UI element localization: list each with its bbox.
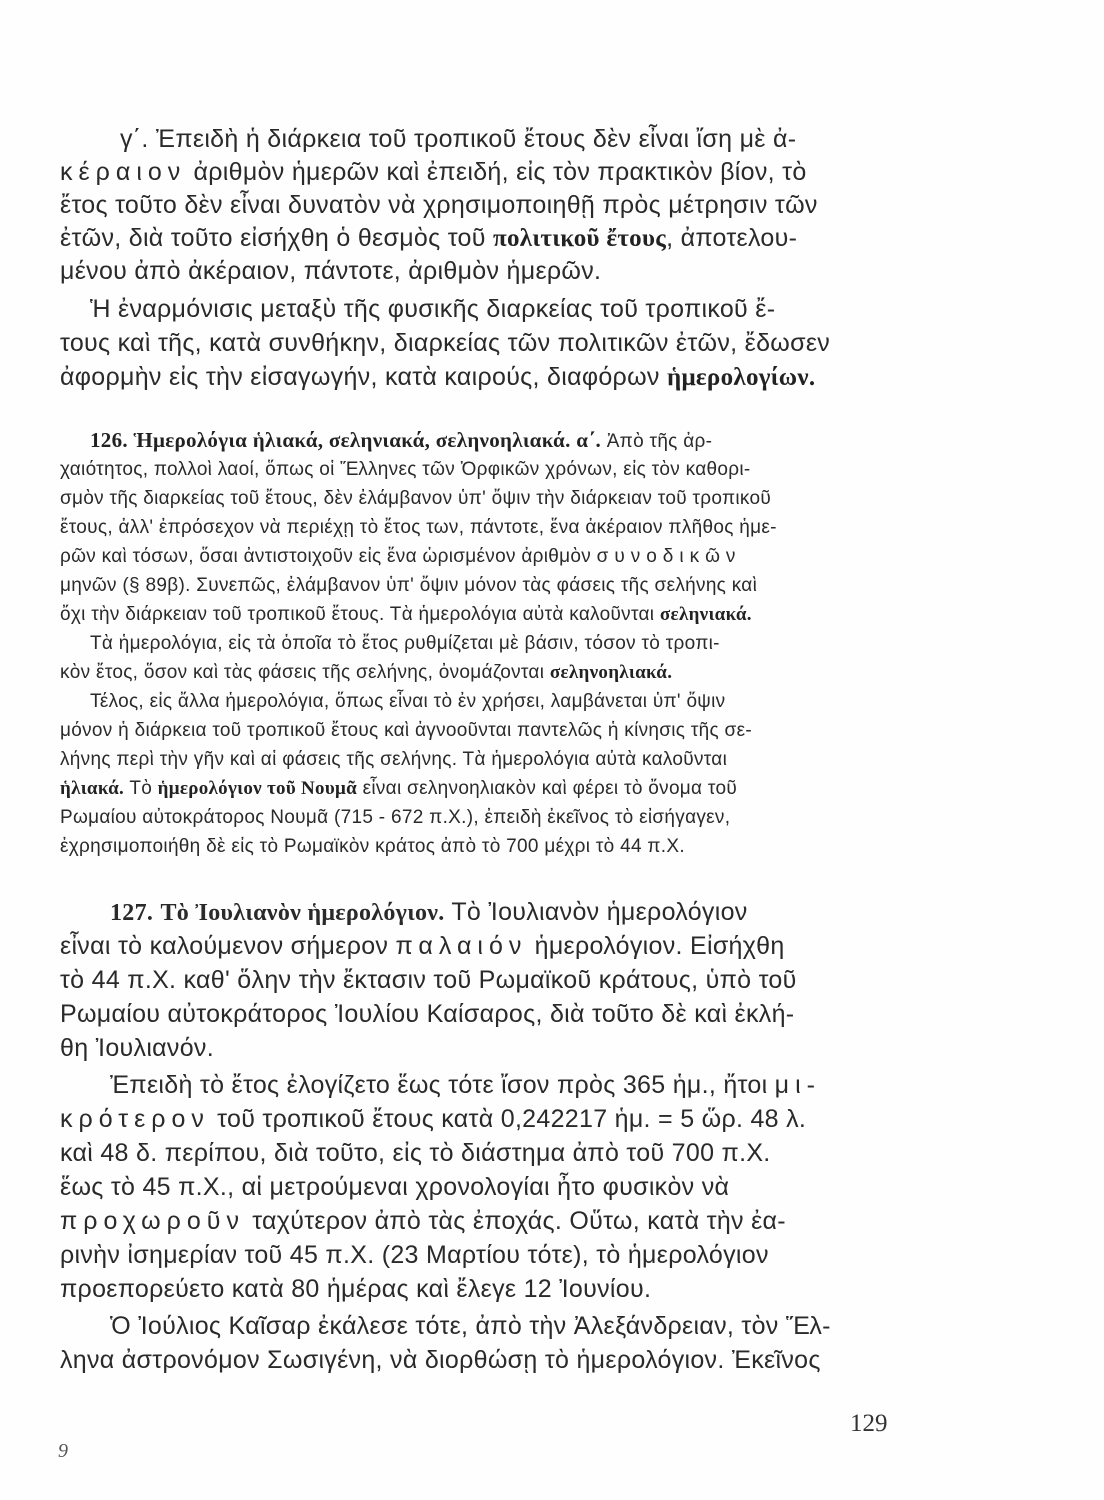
text-line: τους καὶ τῆς, κατὰ συνθήκην, διαρκείας τῶν πολιτικῶν ἐτῶν, ἔδωσεν: [60, 329, 831, 357]
section-heading: 127. Τὸ Ἰουλιανὸν ἡμερολόγιον. Τὸ Ἰουλιανὸν ἡμερολόγιον: [110, 898, 748, 926]
text-line: μηνῶν (§ 89β). Συνεπῶς, ἐλάμβανον ὑπ' ὄψιν μόνον τὰς φάσεις τῆς σελήνης καὶ: [60, 575, 758, 596]
text-line: ἡλιακά. Τὸ ἡμερολόγιον τοῦ Νουμᾶ εἶναι σεληνοηλιακὸν καὶ φέρει τὸ ὄνομα τοῦ: [60, 778, 738, 799]
text-line: ἐχρησιμοποιήθη δὲ εἰς τὸ Ρωμαϊκὸν κράτος ἀπὸ τὸ 700 μέχρι τὸ 44 π.Χ.: [60, 836, 685, 857]
text-line: μόνον ἡ διάρκεια τοῦ τροπικοῦ ἔτους καὶ ἀγνοοῦνται παντελῶς ἡ κίνησις τῆς σε-: [60, 720, 752, 741]
bold-term: ἡμερολογίων.: [666, 364, 816, 391]
text-line: λήνης περὶ τὴν γῆν καὶ αἱ φάσεις τῆς σελήνης. Τὰ ἡμερολόγια αὐτὰ καλοῦνται: [60, 749, 728, 770]
text-line: σμὸν τῆς διαρκείας τοῦ ἔτους, δὲν ἐλάμβανον ὑπ' ὄψιν τὴν διάρκειαν τοῦ τροπικοῦ: [60, 488, 772, 509]
text-line: προχωροῦν ταχύτερον ἀπὸ τὰς ἐποχάς. Οὕτω, κατὰ τὴν ἐα-: [60, 1207, 786, 1235]
text-line: καὶ 48 δ. περίπου, διὰ τοῦτο, εἰς τὸ διάστημα ἀπὸ τοῦ 700 π.Χ.: [60, 1139, 771, 1167]
text-line: κὸν ἔτος, ὅσον καὶ τὰς φάσεις τῆς σελήνης, ὀνομάζονται σεληνοηλιακά.: [60, 662, 673, 683]
text-line: Ἐπειδὴ τὸ ἔτος ἐλογίζετο ἕως τότε ἴσον πρὸς 365 ἡμ., ἤτοι μι-: [110, 1071, 821, 1099]
text-line: ρινὴν ἰσημερίαν τοῦ 45 π.Χ. (23 Μαρτίου τότε), τὸ ἡμερολόγιον: [60, 1241, 769, 1269]
text-line: ρῶν καὶ τόσων, ὅσαι ἀντιστοιχοῦν εἰς ἕνα ὡρισμένον ἀριθμὸν συνοδικῶν: [60, 546, 742, 567]
bold-term: σεληνιακά.: [659, 604, 752, 625]
text-line: Τὰ ἡμερολόγια, εἰς τὰ ὁποῖα τὸ ἔτος ρυθμίζεται μὲ βάσιν, τόσον τὸ τροπι-: [90, 633, 720, 654]
text-line: μένου ἀπὸ ἀκέραιον, πάντοτε, ἀριθμὸν ἡμερῶν.: [60, 257, 602, 285]
text-line: Ὁ Ἰούλιος Καῖσαρ ἐκάλεσε τότε, ἀπὸ τὴν Ἀλεξάνδρειαν, τὸν Ἕλ-: [110, 1312, 831, 1340]
text-line: θη Ἰουλιανόν.: [60, 1034, 214, 1062]
spaced-term: προχωροῦν: [60, 1207, 245, 1235]
section-title: Τὸ Ἰουλιανὸν ἡμερολόγιον.: [160, 900, 445, 926]
text-line: εἶναι τὸ καλούμενον σήμερον παλαιόν ἡμερολόγιον. Εἰσήχθη: [60, 932, 785, 960]
spaced-term: μι-: [774, 1071, 821, 1099]
spaced-term: παλαιόν: [395, 932, 528, 960]
text-line: ἔτους, ἀλλ' ἐπρόσεχον νὰ περιέχῃ τὸ ἔτος των, πάντοτε, ἕνα ἀκέραιον πλῆθος ἡμε-: [60, 517, 777, 538]
page-number: 129: [850, 1410, 888, 1437]
text-line: Τέλος, εἰς ἄλλα ἡμερολόγια, ὅπως εἶναι τὸ ἐν χρήσει, λαμβάνεται ὑπ' ὄψιν: [90, 691, 726, 712]
text-line: Ρωμαίου αὐτοκράτορος Νουμᾶ (715 - 672 π.Χ.), ἐπειδὴ ἐκεῖνος τὸ εἰσήγαγεν,: [60, 807, 731, 828]
bold-term: πολιτικοῦ ἔτους: [492, 225, 667, 252]
text-line: ἀφορμὴν εἰς τὴν εἰσαγωγήν, κατὰ καιρούς, διαφόρων ἡμερολογίων.: [60, 363, 816, 391]
bold-term: ἡλιακά.: [60, 778, 125, 799]
subsection-marker: α΄.: [576, 428, 602, 452]
text-line: προεπορεύετο κατὰ 80 ἡμέρας καὶ ἔλεγε 12 Ἰουνίου.: [60, 1275, 652, 1303]
section-number: 126.: [90, 428, 128, 452]
spaced-term: κρότερον: [60, 1105, 210, 1133]
text-line: ἕως τὸ 45 π.Χ., αἱ μετρούμεναι χρονολογίαι ἦτο φυσικὸν νὰ: [60, 1173, 730, 1201]
text-line: κρότερον τοῦ τροπικοῦ ἔτους κατὰ 0,242217 ἡμ. = 5 ὥρ. 48 λ.: [60, 1105, 807, 1133]
section-heading: 126. Ἡμερολόγια ἡλιακά, σεληνιακά, σεληνοηλιακά. α΄. Ἀπὸ τῆς ἀρ-: [90, 428, 713, 452]
spaced-term: συνοδικῶν: [596, 546, 742, 567]
text-line: ἔτος τοῦτο δὲν εἶναι δυνατὸν νὰ χρησιμοποιηθῇ πρὸς μέτρησιν τῶν: [60, 191, 818, 219]
text-line: Ἡ ἐναρμόνισις μεταξὺ τῆς φυσικῆς διαρκείας τοῦ τροπικοῦ ἔ-: [90, 295, 776, 323]
section-number: 127.: [110, 900, 154, 926]
signature-mark: 9: [58, 1440, 68, 1462]
text-line: ὄχι τὴν διάρκειαν τοῦ τροπικοῦ ἔτους. Τὰ ἡμερολόγια αὐτὰ καλοῦνται σεληνιακά.: [60, 604, 752, 625]
text-line: ληνα ἀστρονόμον Σωσιγένη, νὰ διορθώσῃ τὸ ἡμερολόγιον. Ἐκεῖνος: [60, 1346, 821, 1374]
text-line: κέραιον ἀριθμὸν ἡμερῶν καὶ ἐπειδή, εἰς τὸν πρακτικὸν βίον, τὸ: [60, 158, 807, 186]
text-line: Ρωμαίου αὐτοκράτορος Ἰουλίου Καίσαρος, διὰ τοῦτο δὲ καὶ ἐκλή-: [60, 1000, 795, 1028]
bold-term: ἡμερολόγιον τοῦ Νουμᾶ: [157, 778, 357, 799]
text-line: τὸ 44 π.Χ. καθ' ὅλην τὴν ἔκτασιν τοῦ Ρωμαϊκοῦ κράτους, ὑπὸ τοῦ: [60, 966, 797, 994]
text-line: γ΄. Ἐπειδὴ ἡ διάρκεια τοῦ τροπικοῦ ἔτους δὲν εἶναι ἴση μὲ ἀ-: [120, 125, 797, 153]
section-title: Ἡμερολόγια ἡλιακά, σεληνιακά, σεληνοηλιακά.: [133, 428, 571, 452]
bold-term: σεληνοηλιακά.: [549, 662, 673, 683]
spaced-term: κέραιον: [60, 158, 187, 186]
text-line: ἐτῶν, διὰ τοῦτο εἰσήχθη ὁ θεσμὸς τοῦ πολιτικοῦ ἔτους, ἀποτελου-: [60, 224, 798, 252]
text-line: χαιότητος, πολλοὶ λαοί, ὅπως οἱ Ἕλληνες τῶν Ὀρφικῶν χρόνων, εἰς τὸν καθορι-: [60, 459, 751, 480]
